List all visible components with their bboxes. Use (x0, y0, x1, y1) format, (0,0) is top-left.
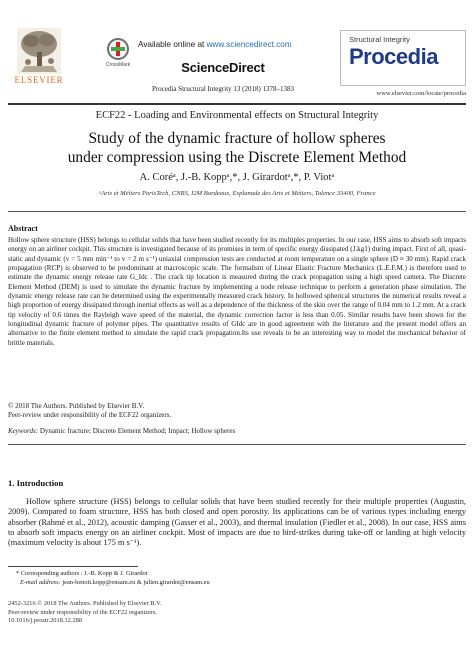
paper-title (20, 129, 454, 167)
email-label: E-mail address: (20, 579, 61, 586)
conference-name: ECF22 - Loading and Environmental effects on Structural Integrity (95, 110, 379, 121)
sciencedirect-logo: ScienceDirect (181, 60, 265, 75)
journal-citation: Procedia Structural Integrity 13 (2018) 1378–1383 (151, 85, 295, 93)
abstract-body: Hollow sphere structure (HSS) belongs to cellular solids that have been studied recently for its multiples properties. In our case, HSS aims to absorb soft impacts energy on an airliner cockpit. This structure is investigated because of its promises in term of specific energy dissipated (J.kg1) during impact. First of all, quasi- static and dynamic (v = 5 mm min⁻¹ to v = 2 m s⁻¹) uniaxial compression tests are conducted at room temperature on a single sphere (D ≈ 30 mm). Rapid crack propagation (RCP) is observed to be predominant at macroscopic scale. The formalism of Linear Elastic Fracture Mechanics (L.E.F.M.) is therefore used to estimate the dynamic energy release rate G_Idc . The crack tip location is measured during the crack propagation using a high speed camera. The Discrete Element Method (DEM) is used to simulate the dynamic fracture by implementing a node release technique to perform a generation phase simulation. The dynamic energy release rate can be determined using the experimentally measured crack history. In hollowed spherical structures the numerical results reveal a high proportion of energy dissipated through inertial effects as well as a dependence of the thickness of the skin over the range of 0.04 mm to 1.2 mm. At a crack tip velocity of 0.6 times the Rayleigh wave speed of the material, the dynamic correction factor is less than 0.05. Similar results have been shown for the longitudinal dynamic fracture of polymer pipes. The quantitative results of GIdc are in good agreement with the literature and the present model offers an alternative to the finite element method to simulate the rapid crack propagation.Its use reveals to be an interesting way to model the mechanical behavior of brittle materials. (8, 236, 466, 347)
sciencedirect-link[interactable]: www.sciencedirect.com (206, 40, 292, 49)
abstract-heading: Abstract (8, 224, 38, 233)
title-line-1: Study of the dynamic fracture of hollow spheres (88, 130, 386, 147)
peer-review-line: Peer-review under responsibility of the ECF22 organizers. (8, 411, 172, 419)
issn-line: 2452-3216 © 2018 The Authors. Published by Elsevier B.V. (8, 600, 162, 607)
crossmark-label: CrossMark (105, 62, 131, 68)
doi-link[interactable]: 10.1016/j.prostr.2018.12.288 (8, 617, 83, 625)
email-addresses: jean-benoit.kopp@ensam.eu & julien.girardot@ensam.eu (60, 579, 210, 586)
available-online-line (138, 40, 292, 49)
keywords-divider (8, 444, 466, 445)
copyright-line: © 2018 The Authors. Published by Elsevier B.V. (8, 402, 145, 410)
abstract-divider (8, 211, 466, 212)
corresponding-author-note: * Corresponding authors : J.-B. Kopp & J. Girardot (16, 570, 148, 577)
email-note (20, 579, 210, 586)
procedia-subtitle: Structural Integrity (349, 35, 410, 44)
introduction-paragraph: Hollow sphere structure (HSS) belongs to cellular solids that have been studied recently for their multiple properties (Augustin, 2009). Compared to foam structure, HSS has both closed and open porosity. Its applications can be of various types including energy absorber (Rahmé et al., 2012), acoustic damping (Gasser et al., 2003), and thermal insulation (Fiedler et al., 2008). In our case, HSS aims to absorb soft impacts energy on an airliner cockpit. Most of impacts are due to bird-strikes during take-off or landing at high velocity (maximum velocity is about 175 m s⁻¹). (8, 497, 466, 547)
keywords-label: Keywords: (8, 427, 39, 435)
keywords-list: Dynamic fracture; Discrete Element Method; Impact; Hollow spheres (38, 427, 236, 435)
elsevier-logo (8, 28, 70, 85)
section-heading-introduction: 1. Introduction (8, 478, 64, 488)
elsevier-wordmark: ELSEVIER (14, 75, 64, 85)
elsevier-tree-icon (17, 28, 61, 74)
footnote-divider (8, 566, 138, 567)
procedia-wordmark: Procedia (349, 44, 438, 69)
footer-peer-review: Peer-review under responsibility of the ECF22 organizers. (8, 608, 158, 616)
crossmark-icon (107, 38, 129, 60)
available-prefix: Available online at (138, 40, 207, 49)
header-divider (8, 103, 466, 105)
procedia-logo-box (340, 30, 466, 86)
crossmark-badge[interactable] (103, 38, 133, 68)
keywords-line (8, 427, 235, 435)
author-list: A. Coréᵃ, J.-B. Koppᵃ,*, J. Girardotᵃ,*, P. Viotᵃ (139, 172, 335, 183)
title-line-2: under compression using the Discrete Element Method (67, 149, 407, 166)
affiliation: ᵃArts et Métiers ParisTech, CNRS, I2M Bordeaux, Esplanade des Arts et Métiers, Talence 33400, France (98, 190, 376, 197)
procedia-url-link[interactable]: www.elsevier.com/locate/procedia (376, 90, 466, 97)
